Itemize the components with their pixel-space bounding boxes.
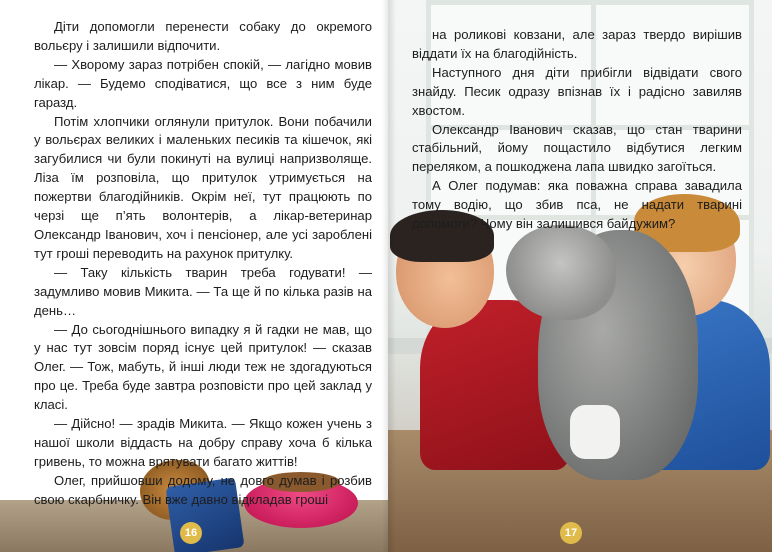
paragraph: на роликові ковзани, але зараз твердо вирішив віддати їх на благодійність.: [412, 27, 742, 61]
paragraph: — Хворому зараз потрібен спокій, — лагідно мовив лікар. — Будемо сподіватися, що все з ним буде гаразд.: [34, 56, 372, 110]
page-number-left: 16: [180, 522, 202, 544]
paragraph: — До сьогоднішнього випадку я й гадки не мав, що у нас тут зовсім поряд існує цей притулок! — сказав Олег. — Тож, мабуть, й інші люди теж не здогадуються про це. Треба буде завтра розповісти про цей заклад у класі.: [34, 321, 372, 413]
right-page-text: [412, 26, 742, 234]
bandaged-paw: [570, 405, 620, 459]
paragraph: Потім хлопчики оглянули притулок. Вони побачили у вольєрах великих і маленьких песиків та кішечок, які загубилися чи були покинуті на вулиці напризволяще. Ліза їм розповіла, що притулок утримується на пожертви благодійників. Окрім неї, тут працюють по черзі ще п’ять волонтерів, а лікар-ветеринар Олександр Іванович, хоч і пенсіонер, але усі зароблені тут гроші переводить на рахунок притулку.: [34, 113, 372, 261]
paragraph: Олег, прийшовши додому, не довго думав і розбив свою скарбничку. Він вже давно відкладав гроші: [34, 472, 372, 507]
paragraph: Олександр Іванович сказав, що стан тварини стабільний, йому пощастило відбутися легким переляком, а пошкоджена лапа швидко загоїться.: [412, 121, 742, 175]
paragraph: — Таку кількість тварин треба годувати! — задумливо мовив Микита. — Та ще й по кілька разів на день…: [34, 264, 372, 318]
paragraph: Діти допомогли перенести собаку до окремого вольєру і залишили відпочити.: [34, 19, 372, 53]
paragraph: А Олег подумав: яка поважна справа завадила тому водію, що збив пса, не надати тварині допомоги? Чому він залишився байдужим?: [412, 178, 742, 232]
page-number-right: 17: [560, 522, 582, 544]
left-page-text: [34, 18, 372, 510]
paragraph: Наступного дня діти прибігли відвідати свого знайду. Песик одразу впізнав їх і радісно завиляв хвостом.: [412, 64, 742, 118]
paragraph: — Дійсно! — зрадів Микита. — Якщо кожен учень з нашої школи віддасть на добру справу хоча б кілька гривень, то можна врятувати багато життів!: [34, 416, 372, 469]
grey-dog-head: [506, 225, 616, 320]
